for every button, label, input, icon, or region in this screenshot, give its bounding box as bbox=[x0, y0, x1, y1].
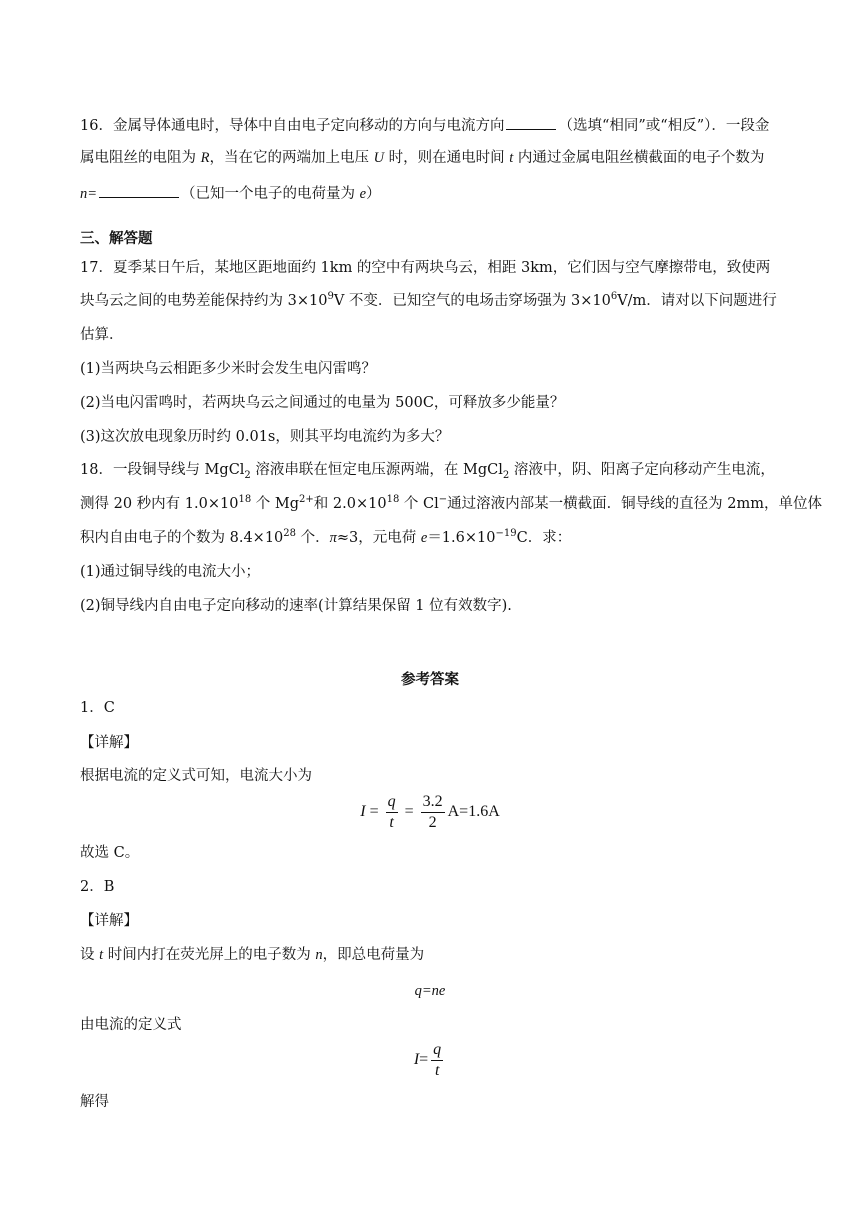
q18-text: 18．一段铜导线与 MgCl bbox=[80, 462, 245, 478]
fraction-denominator: 2 bbox=[428, 814, 437, 831]
formula-result: A=1.6A bbox=[447, 803, 500, 821]
answers-title: 参考答案 bbox=[401, 671, 459, 688]
q16-text: 16．金属导体通电时，导体中自由电子定向移动的方向与电流方向 bbox=[80, 118, 505, 134]
formula-q-equals-ne: q=ne bbox=[414, 983, 446, 999]
q17-line-2 bbox=[80, 291, 777, 311]
exponent: −19 bbox=[495, 528, 517, 540]
equals-sign: = bbox=[419, 1051, 429, 1069]
q16-text: ） bbox=[366, 186, 381, 202]
q16-line-1 bbox=[80, 114, 769, 136]
equals-sign: = bbox=[400, 803, 418, 821]
formula-variable-i: I bbox=[360, 803, 366, 821]
fraction-numerator: 3.2 bbox=[421, 792, 445, 813]
section-title: 三、解答题 bbox=[80, 230, 153, 247]
answer-1-label: 1．C bbox=[80, 700, 115, 716]
q16-blank-2[interactable] bbox=[99, 182, 179, 198]
exponent: 2+ bbox=[299, 494, 314, 506]
formula-variable-i: I bbox=[413, 1051, 420, 1069]
fraction-numerator: q bbox=[431, 1040, 443, 1061]
q18-line-2 bbox=[80, 494, 822, 514]
exponent: 18 bbox=[238, 494, 252, 506]
answer-2-formula-2 bbox=[0, 1040, 860, 1081]
fraction-numerator: q bbox=[386, 792, 398, 813]
variable-u: U bbox=[373, 150, 385, 166]
q18-subquestion-2: (2)铜导线内自由电子定向移动的速率(计算结果保留 1 位有效数字). bbox=[80, 598, 512, 614]
q16-text: 属电阻丝的电阻为 bbox=[80, 150, 201, 166]
subscript: 2 bbox=[244, 469, 251, 481]
q18-text: 通过溶液内部某一横截面．铜导线的直径为 2mm，单位体 bbox=[447, 496, 822, 512]
q16-text: 内通过金属电阻丝横截面的电子个数为 bbox=[513, 150, 765, 166]
q17-subquestion-3: (3)这次放电现象历时约 0.01s，则其平均电流约为多大？ bbox=[80, 429, 450, 445]
q16-text: 时，则在通电时间 bbox=[384, 150, 510, 166]
q18-text: 溶液中，阴、阳离子定向移动产生电流， bbox=[509, 462, 775, 478]
q16-blank-1[interactable] bbox=[506, 114, 556, 130]
fraction-q-over-t bbox=[386, 792, 398, 833]
q18-text: 和 2.0×10 bbox=[313, 496, 387, 512]
q18-text: 溶液串联在恒定电压源两端，在 MgCl bbox=[250, 462, 503, 478]
answer-2-formula-1 bbox=[0, 981, 860, 1001]
q18-text: 测得 20 秒内有 1.0×10 bbox=[80, 496, 239, 512]
variable-t: t bbox=[509, 150, 514, 166]
q16-text: （已知一个电子的电荷量为 bbox=[181, 186, 360, 202]
q18-line-1 bbox=[80, 460, 775, 480]
exponent: 6 bbox=[610, 291, 618, 303]
answer-text: 设 bbox=[80, 947, 100, 963]
answer-2-label: 2．B bbox=[80, 879, 115, 895]
answer-1-detail-label: 【详解】 bbox=[80, 735, 138, 751]
q17-text: V 不变．已知空气的电场击穿场强为 3×10 bbox=[333, 293, 611, 309]
q17-text: V/m．请对以下问题进行 bbox=[617, 293, 777, 309]
fraction-q-over-t bbox=[431, 1040, 443, 1081]
answer-2-text-2: 由电流的定义式 bbox=[80, 1017, 182, 1033]
q18-text: 个 Cl bbox=[399, 496, 439, 512]
q18-text: C．求： bbox=[516, 530, 572, 546]
exponent: 18 bbox=[386, 494, 400, 506]
q16-text: ，当在它的两端加上电压 bbox=[209, 150, 374, 166]
q18-text: 积内自由电子的个数为 8.4×10 bbox=[80, 530, 284, 546]
fraction-denominator: t bbox=[389, 814, 394, 831]
answer-2-detail-label: 【详解】 bbox=[80, 913, 138, 929]
variable-e: e bbox=[420, 530, 428, 546]
q18-text: ＝1.6×10 bbox=[427, 530, 496, 546]
answer-2-text-3: 解得 bbox=[80, 1094, 109, 1110]
q17-line-3: 估算． bbox=[80, 327, 124, 343]
q16-line-3 bbox=[80, 182, 381, 204]
fraction-denominator: t bbox=[434, 1062, 440, 1079]
q17-line-1: 17．夏季某日午后，某地区距地面约 1km 的空中有两块乌云，相距 3km，它们因与空气摩擦带电，致使两 bbox=[80, 260, 771, 276]
exponent: − bbox=[438, 494, 448, 506]
q17-subquestion-2: (2)当电闪雷鸣时，若两块乌云之间通过的电量为 500C，可释放多少能量？ bbox=[80, 395, 565, 411]
q18-text: 个． bbox=[296, 530, 330, 546]
equals-sign: = bbox=[365, 803, 383, 821]
q16-line-2 bbox=[80, 148, 764, 168]
variable-e: e bbox=[359, 186, 367, 202]
q17-subquestion-1: (1)当两块乌云相距多少米时会发生电闪雷鸣？ bbox=[80, 361, 377, 377]
q16-text: （选填“相同”或“相反”）．一段金 bbox=[558, 118, 770, 134]
exponent: 9 bbox=[327, 291, 334, 303]
subscript: 2 bbox=[502, 469, 510, 481]
answer-text: ，即总电荷量为 bbox=[322, 947, 425, 963]
q18-subquestion-1: (1)通过铜导线的电流大小； bbox=[80, 564, 261, 580]
answer-1-text: 根据电流的定义式可知，电流大小为 bbox=[80, 768, 312, 784]
answer-1-conclusion: 故选 C。 bbox=[80, 845, 140, 861]
q18-text: ≈3，元电荷 bbox=[336, 530, 421, 546]
q18-line-3 bbox=[80, 528, 571, 548]
q17-text: 块乌云之间的电势差能保持约为 3×10 bbox=[80, 293, 328, 309]
answer-text: 时间内打在荧光屏上的电子数为 bbox=[103, 947, 316, 963]
variable-r: R bbox=[200, 150, 210, 166]
answer-2-text-1 bbox=[80, 945, 424, 965]
variable-t: t bbox=[99, 947, 104, 963]
variable-n: n bbox=[315, 947, 323, 963]
fraction-values bbox=[421, 792, 445, 833]
exponent: 28 bbox=[283, 528, 297, 540]
variable-pi: π bbox=[329, 530, 337, 546]
variable-n: n= bbox=[80, 186, 98, 202]
q18-text: 个 Mg bbox=[251, 496, 300, 512]
answer-1-formula bbox=[0, 792, 860, 833]
